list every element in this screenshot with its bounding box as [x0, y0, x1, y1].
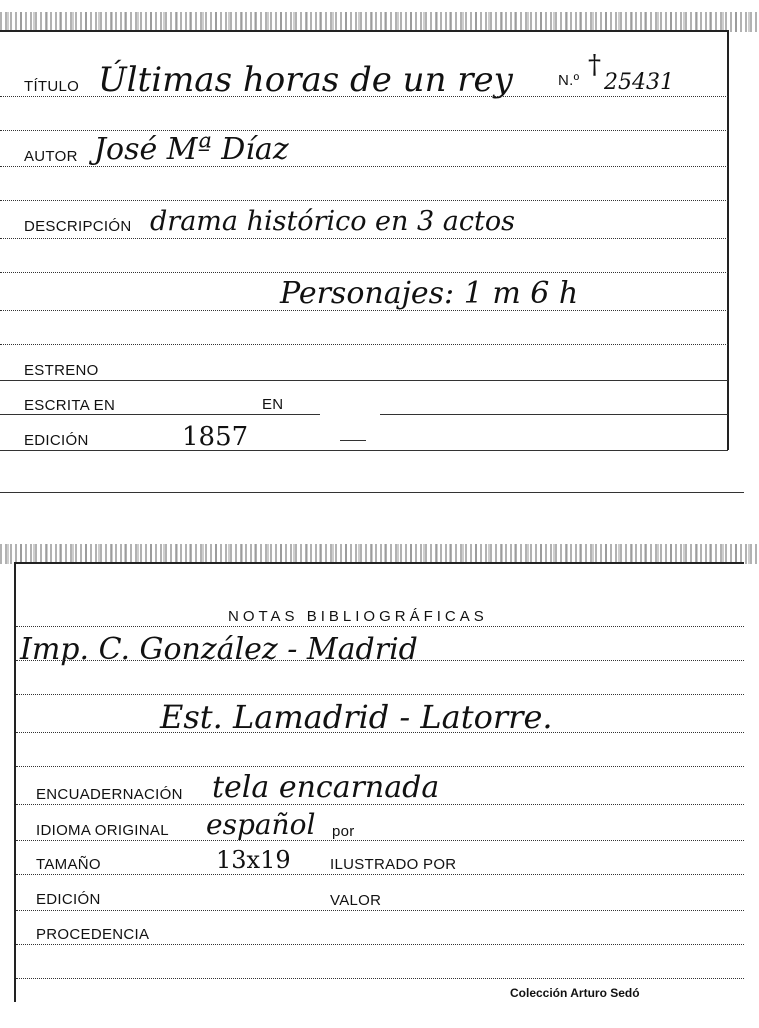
rule-blank-1 — [0, 130, 728, 131]
rule-estreno — [0, 380, 728, 381]
ilustrado-label: ILUSTRADO POR — [330, 856, 457, 873]
rule-edicion2 — [16, 910, 744, 911]
tamano-value: 13x19 — [216, 846, 291, 874]
encuadernacion-value: tela encarnada — [212, 770, 440, 805]
rule-titulo — [0, 96, 728, 97]
rule-note-3 — [16, 732, 744, 733]
autor-label: AUTOR — [24, 148, 78, 165]
idioma-value: español — [206, 808, 316, 841]
numero-value: 25431 — [604, 70, 674, 95]
card2-top-edge — [0, 544, 759, 564]
note-line-2: Est. Lamadrid - Latorre. — [160, 698, 553, 736]
rule-edicion — [0, 450, 728, 451]
autor-value: José Mª Díaz — [94, 132, 289, 167]
rule-note-4 — [16, 766, 744, 767]
catalog-card-main — [0, 0, 759, 495]
numero-mark: † — [588, 50, 601, 80]
notes-heading: NOTAS BIBLIOGRÁFICAS — [228, 608, 488, 625]
valor-label: VALOR — [330, 892, 382, 909]
card-frame-top — [0, 30, 728, 32]
edicion-label: EDICIÓN — [24, 432, 89, 449]
dash-mark — [340, 440, 366, 441]
rule-blank-5 — [0, 344, 728, 345]
card-frame-right — [727, 30, 729, 450]
rule-autor — [0, 166, 728, 167]
rule-blank-3 — [0, 272, 728, 273]
card2-frame-left — [14, 562, 16, 1002]
card-top-edge — [0, 12, 759, 32]
personajes-value: Personajes: 1 m 6 h — [280, 276, 579, 311]
titulo-label: TÍTULO — [24, 78, 80, 95]
rule-escrita — [0, 414, 320, 415]
encuadernacion-label: ENCUADERNACIÓN — [36, 786, 183, 803]
rule-encuadernacion — [16, 804, 744, 805]
idioma-label: IDIOMA ORIGINAL — [36, 822, 169, 839]
rule-tamano — [16, 874, 744, 875]
titulo-value: Últimas horas de un rey — [98, 60, 513, 100]
rule-blank-4 — [0, 310, 728, 311]
numero-label: N.º — [558, 72, 580, 89]
edicion2-label: EDICIÓN — [36, 891, 101, 908]
estreno-label: ESTRENO — [24, 362, 99, 379]
en-label: EN — [262, 396, 284, 413]
rule-descripcion — [0, 238, 728, 239]
descripcion-label: DESCRIPCIÓN — [24, 218, 132, 235]
rule-note-2 — [16, 694, 744, 695]
rule-note-1 — [16, 660, 744, 661]
rule-procedencia — [16, 944, 744, 945]
rule-idioma — [16, 840, 744, 841]
rule-blank-end — [16, 978, 744, 979]
escrita-label: ESCRITA EN — [24, 397, 116, 414]
rule-blank-2 — [0, 200, 728, 201]
procedencia-label: PROCEDENCIA — [36, 926, 150, 943]
collection-footer: Colección Arturo Sedó — [510, 986, 640, 1000]
edicion-value: 1857 — [182, 422, 249, 452]
descripcion-value: drama histórico en 3 actos — [150, 206, 515, 237]
rule-notes-heading — [16, 626, 744, 627]
card1-bottom-edge — [0, 492, 744, 493]
catalog-card-notes — [0, 538, 759, 1028]
por-label: por — [332, 823, 355, 840]
tamano-label: TAMAÑO — [36, 856, 101, 873]
card2-frame-top — [14, 562, 744, 564]
rule-escrita-right — [380, 414, 728, 415]
note-line-1: Imp. C. González - Madrid — [20, 632, 418, 667]
